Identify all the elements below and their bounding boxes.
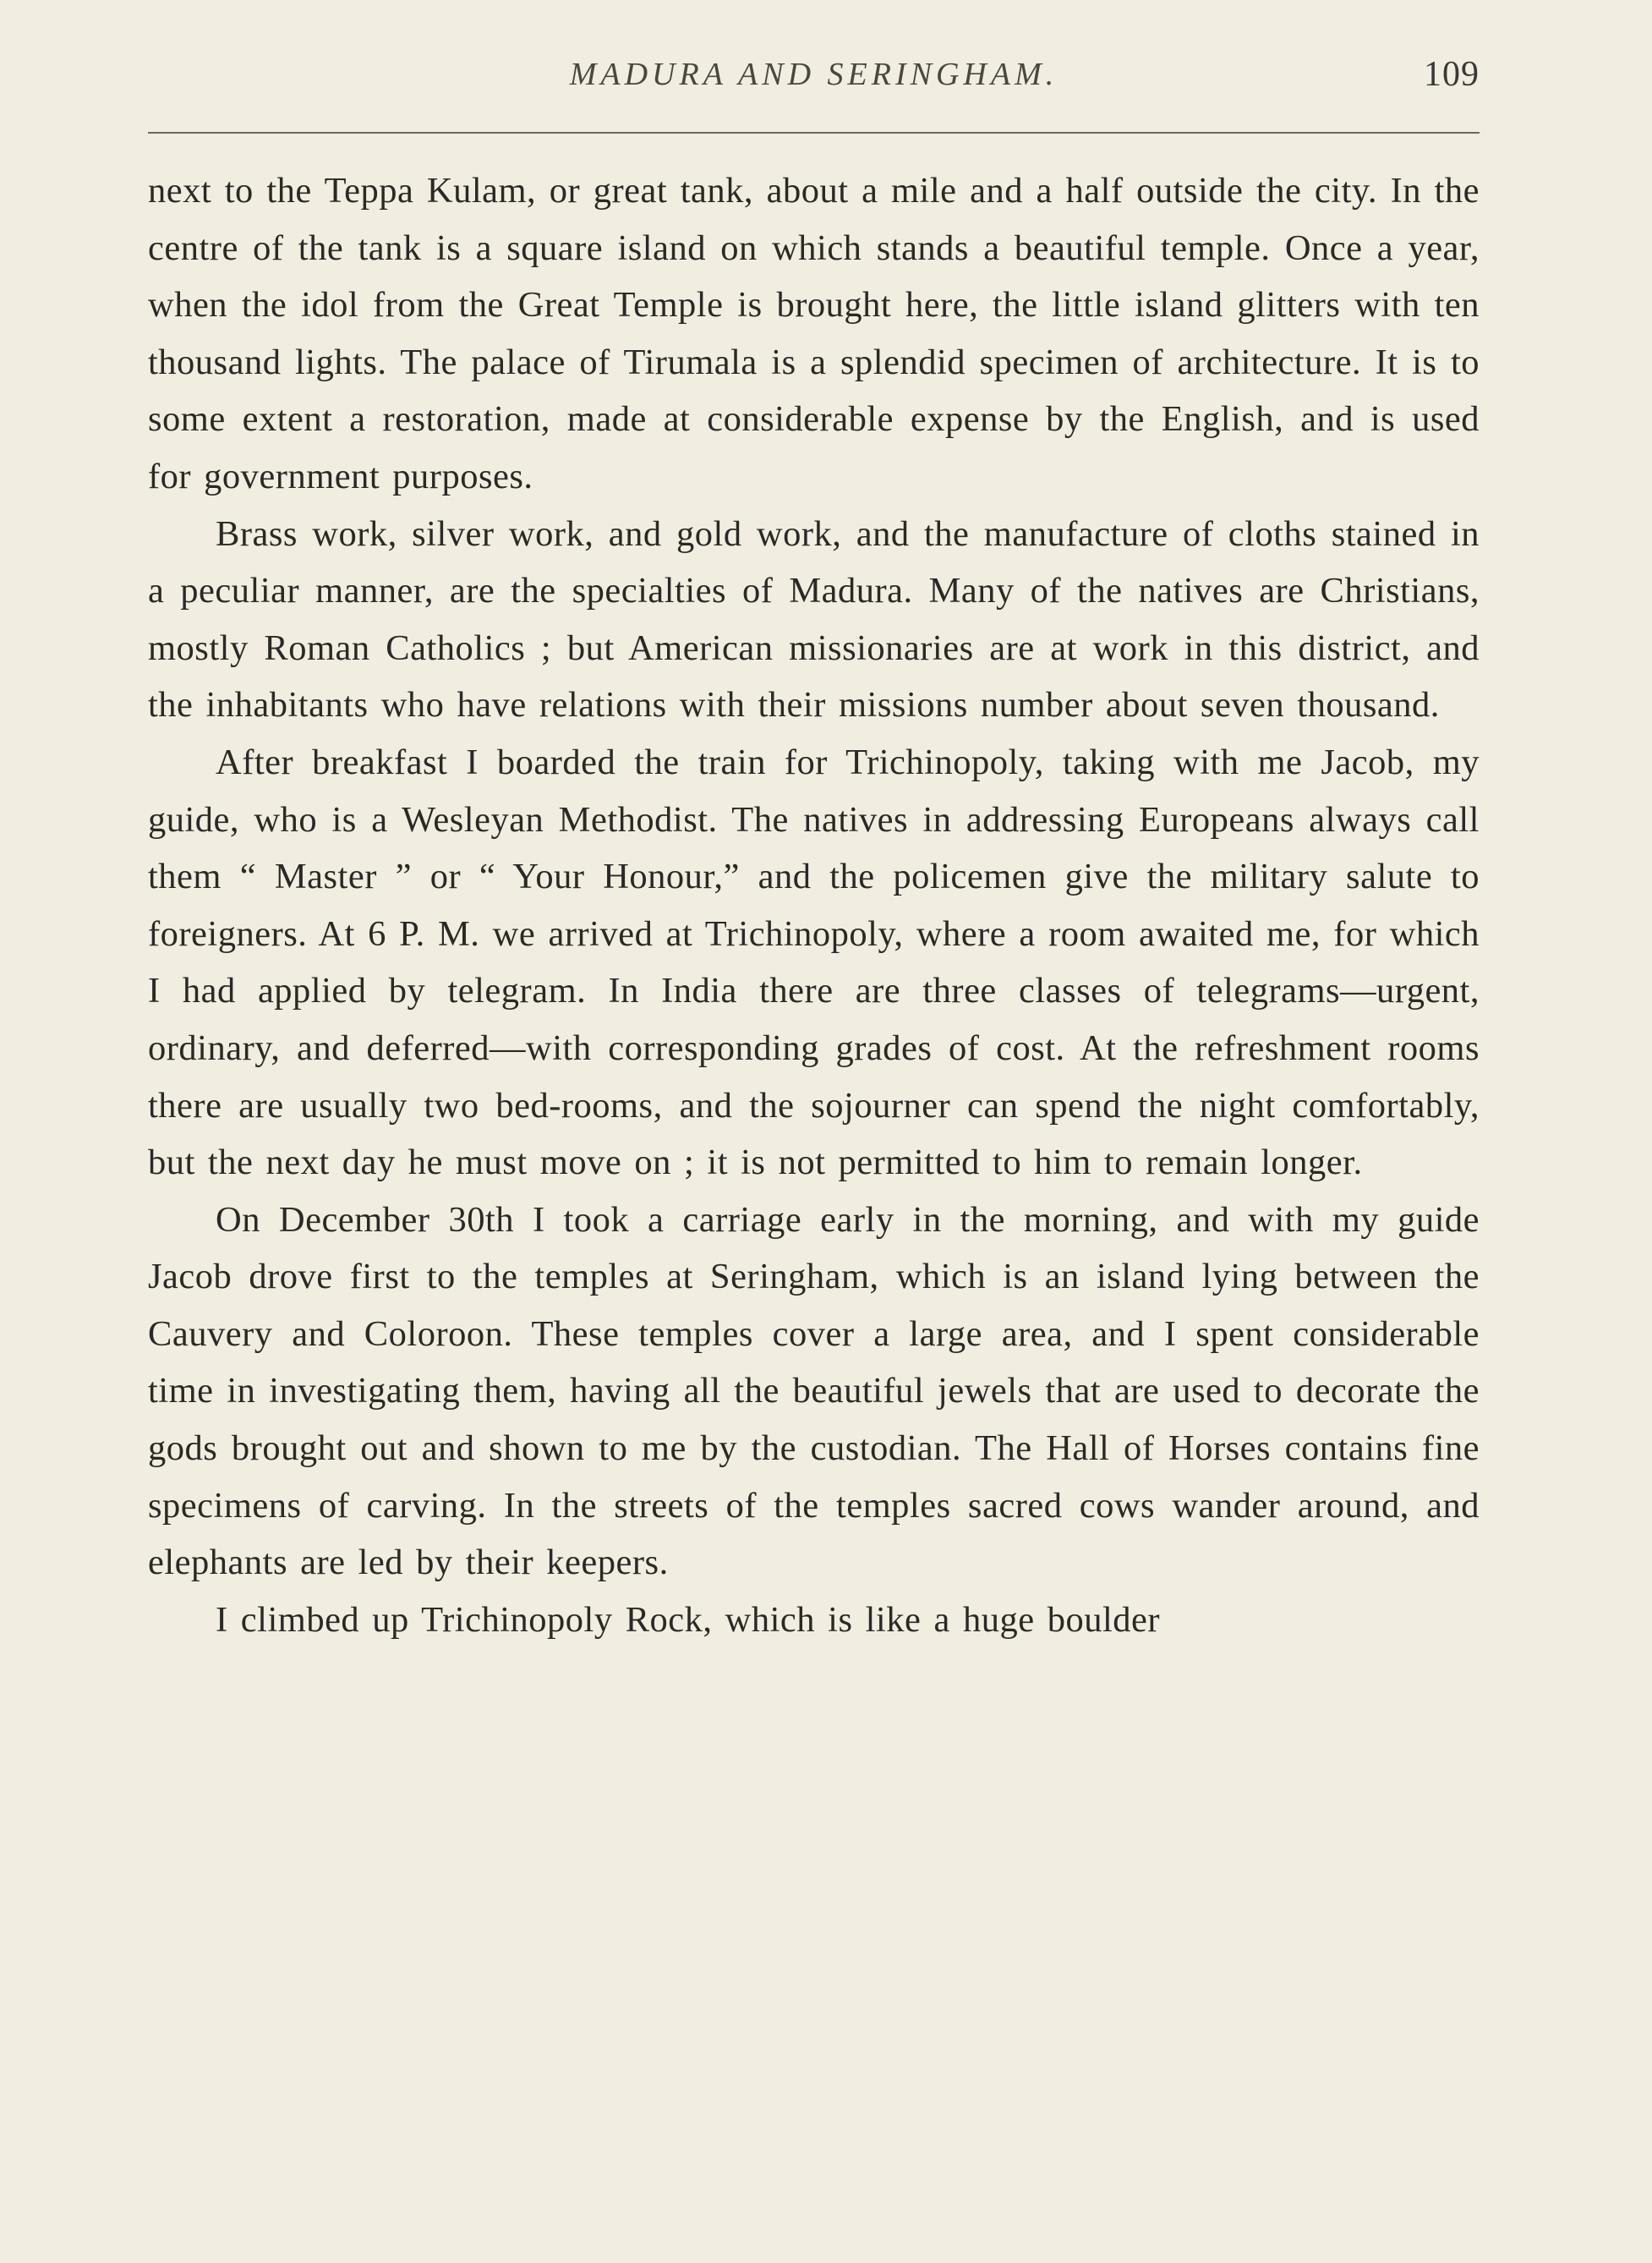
paragraph-trichinopoly-journey: After breakfast I boarded the train for Trichinopoly, taking with me Jacob, my guide, who is a Wesleyan Methodist. The natives in addressing Europeans always call them “ Master ” or “ Your Honour,” and the policemen give the military salute to foreigners. At 6 P. M. we arrived at Trichinopoly, where a room awaited me, for which I had applied by telegram. In India there are three classes of telegrams—urgent, ordinary, and deferred—with corresponding grades of cost. At the refreshment rooms there are usually two bed-rooms, and the sojourner can spend the night comfortably, but the next day he must move on ; it is not permitted to him to remain longer.: [148, 742, 1480, 1183]
body-text: [148, 162, 1480, 1648]
header-rule: [148, 132, 1480, 134]
page-number: 109: [1424, 55, 1480, 94]
paragraph-madura-crafts: Brass work, silver work, and gold work, and the manufacture of cloths stained in a peculiar manner, are the specialties of Madura. Many of the natives are Christians, mostly Roman Catholics ; but American missionaries are at work in this district, and the inhabitants who have relations with their missions number about seven thousand.: [148, 513, 1480, 726]
paragraph-seringham-temples: On December 30th I took a carriage early in the morning, and with my guide Jacob drove first to the temples at Seringham, which is an island lying between the Cauvery and Coloroon. These temples cover a large area, and I spent considerable time in investigating them, having all the beautiful jewels that are used to decorate the gods brought out and shown to me by the custodian. The Hall of Horses contains fine specimens of carving. In the streets of the temples sacred cows wander around, and elephants are led by their keepers.: [148, 1199, 1480, 1583]
paragraph-trichinopoly-rock: I climbed up Trichinopoly Rock, which is like a huge boulder: [216, 1599, 1161, 1640]
paragraph-teppa-kulam: next to the Teppa Kulam, or great tank, about a mile and a half outside the city. In the centre of the tank is a square island on which stands a beautiful temple. Once a year, when the idol from the Great Temple is brought here, the little island glitters with ten thousand lights. The palace of Tirumala is a splendid specimen of architecture. It is to some extent a restoration, made at considerable expense by the English, and is used for government purposes.: [148, 171, 1480, 496]
running-title: MADURA AND SERINGHAM.: [569, 57, 1058, 92]
running-head: [148, 47, 1480, 132]
